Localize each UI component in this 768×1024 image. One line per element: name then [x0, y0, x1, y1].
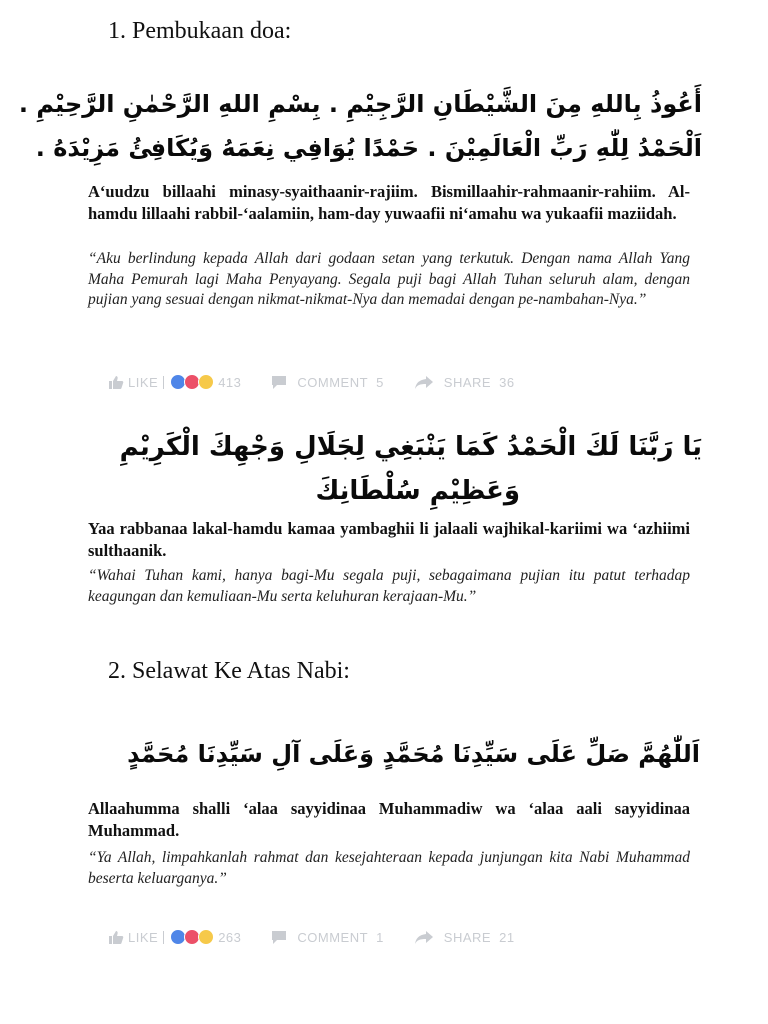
section-1b-transliteration: Yaa rabbanaa lakal-hamdu kamaa yambaghii li jalaali wajhikal-kariimi wa ‘azhiimi sulthaanik.	[88, 519, 690, 560]
thumbs-up-icon	[108, 375, 124, 390]
section-2-meaning: “Ya Allah, limpahkanlah rahmat dan kesejahteraan kepada junjungan kita Nabi Muhammad beserta keluarganya.”	[88, 849, 690, 887]
share-button[interactable]	[414, 375, 515, 390]
haha-reaction-icon	[198, 374, 214, 390]
reaction-icons	[170, 929, 212, 945]
share-arrow-icon	[414, 375, 434, 390]
like-button[interactable]	[108, 930, 158, 945]
comment-count: 1	[376, 929, 384, 945]
section-1-transliteration: A‘uudzu billaahi minasy-syaithaanir-rajiim. Bismillaahir-rahmaanir-rahiim. Al-hamdu lillaahi rabbil-‘aalamiin, ham-day yuwaafii ni‘amahu wa yukaafii maziidah.	[88, 182, 690, 223]
share-count: 36	[499, 374, 515, 390]
comment-icon	[271, 930, 287, 945]
section-1b-meaning: “Wahai Tuhan kami, hanya bagi-Mu segala puji, sebagaimana pujian itu patut terhadap keagungan dan kemuliaan-Mu serta keluhuran kerajaan-Mu.”	[88, 567, 690, 605]
share-arrow-icon	[414, 930, 434, 945]
share-button[interactable]	[414, 930, 515, 945]
reaction-icons	[170, 374, 212, 390]
comment-label: COMMENT	[297, 374, 369, 390]
comment-count: 5	[376, 374, 384, 390]
haha-reaction-icon	[198, 929, 214, 945]
reactions-summary[interactable]	[170, 374, 241, 390]
divider	[163, 931, 164, 944]
section-2-transliteration: Allaahumma shalli ‘alaa sayyidinaa Muhammadiw wa ‘alaa aali sayyidinaa Muhammad.	[88, 799, 690, 840]
share-label: SHARE	[443, 929, 492, 945]
like-label: LIKE	[128, 374, 159, 390]
section-1-arabic-line-2: اَلْحَمْدُ لِلّٰهِ رَبِّ الْعَالَمِيْنَ . حَمْدًا يُوَافِي نِعَمَهُ وَيُكَافِئُ مَزِيْدَهُ .	[35, 134, 702, 162]
section-1b-arabic-line-2: وَعَظِيْمِ سُلْطَانِكَ	[315, 476, 520, 506]
section-2-heading: 2. Selawat Ke Atas Nabi:	[108, 658, 350, 684]
reaction-count: 413	[218, 374, 242, 390]
divider	[163, 376, 164, 389]
like-button[interactable]	[108, 375, 158, 390]
share-count: 21	[499, 929, 515, 945]
social-action-bar	[108, 927, 515, 947]
comment-button[interactable]	[271, 375, 383, 390]
comment-button[interactable]	[271, 930, 383, 945]
comment-icon	[271, 375, 287, 390]
section-1-heading: 1. Pembukaan doa:	[108, 18, 292, 44]
social-action-bar	[108, 372, 515, 392]
section-1-arabic-line-1: أَعُوذُ بِاللهِ مِنَ الشَّيْطَانِ الرَّجِيْمِ . بِسْمِ اللهِ الرَّحْمٰنِ الرَّحِيْمِ .	[18, 90, 702, 118]
section-1b-arabic-line-1: يَا رَبَّنَا لَكَ الْحَمْدُ كَمَا يَنْبَغِي لِجَلَالِ وَجْهِكَ الْكَرِيْمِ	[119, 432, 702, 462]
section-2-arabic-line-1: اَللّٰهُمَّ صَلِّ عَلَى سَيِّدِنَا مُحَمَّدٍ وَعَلَى آلِ سَيِّدِنَا مُحَمَّدٍ	[127, 740, 700, 768]
reaction-count: 263	[218, 929, 242, 945]
section-1-meaning: “Aku berlindung kepada Allah dari godaan setan yang terkutuk. Dengan nama Allah Yang Maha Pemurah lagi Maha Penyayang. Segala puji bagi Allah Tuhan seluruh alam, dengan pujian yang sesuai dengan nikmat-nikmat-Nya dan memadai dengan pe-nambahan-Nya.”	[88, 250, 690, 308]
reactions-summary[interactable]	[170, 929, 241, 945]
thumbs-up-icon	[108, 930, 124, 945]
share-label: SHARE	[443, 374, 492, 390]
like-label: LIKE	[128, 929, 159, 945]
comment-label: COMMENT	[297, 929, 369, 945]
